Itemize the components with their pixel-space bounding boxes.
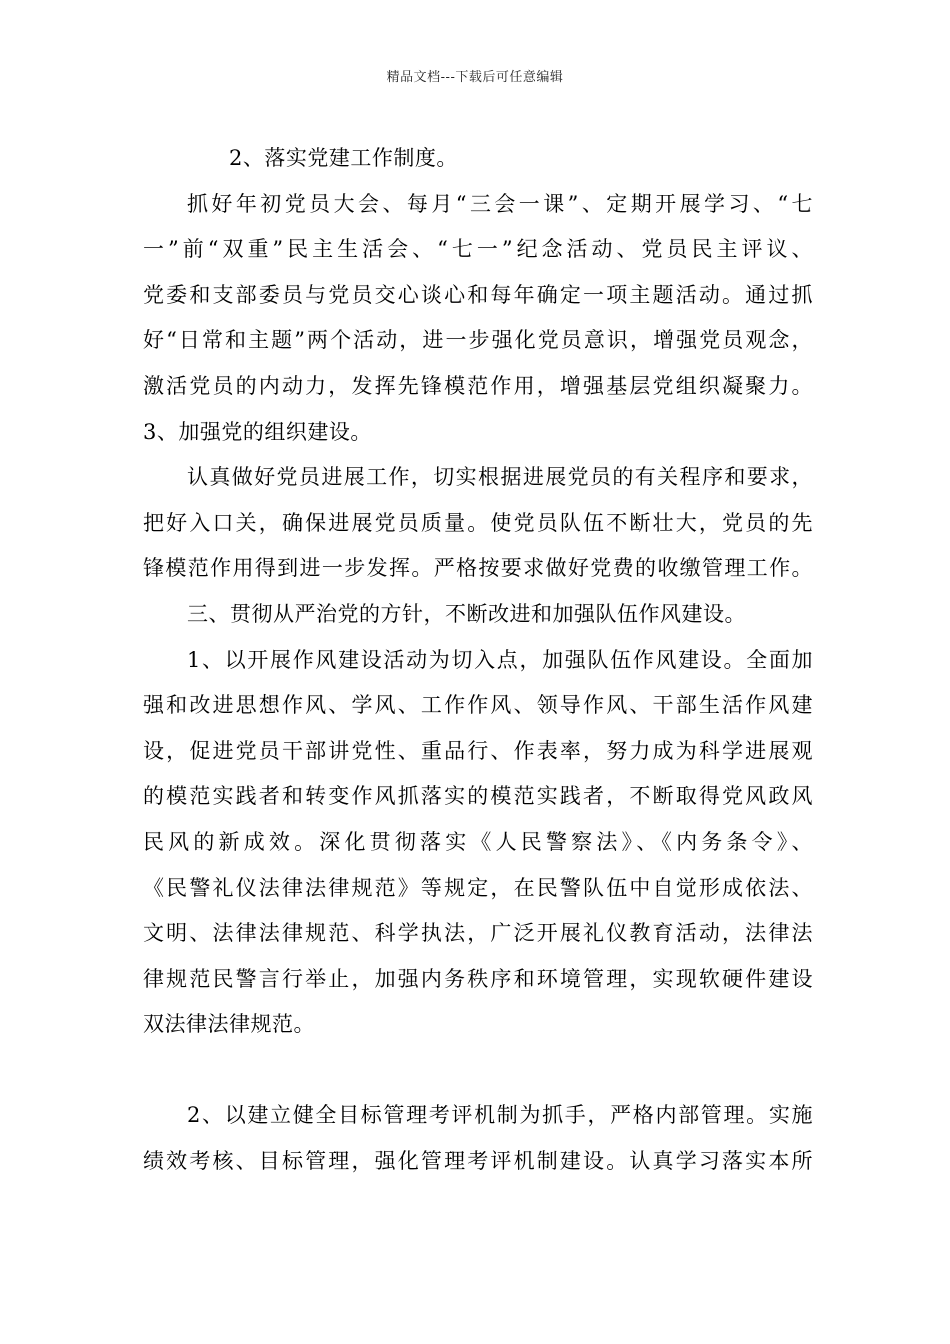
page-header: 精品文档---下载后可任意编辑 bbox=[386, 70, 564, 85]
text-line: 双法律法律规范。 bbox=[143, 1012, 315, 1037]
text-line: 律规范民警言行举止，加强内务秩序和环境管理，实现软硬件建设 bbox=[143, 966, 813, 991]
body-text bbox=[143, 136, 813, 1185]
text-line: 1、以开展作风建设活动为切入点，加强队伍作风建设。全面加 bbox=[187, 647, 813, 672]
text-line: 党委和支部委员与党员交心谈心和每年确定一项主题活动。通过抓 bbox=[143, 282, 813, 307]
text-line: 一”前“双重”民主生活会、“七一”纪念活动、党员民主评议、 bbox=[143, 237, 813, 262]
text-line: 好“日常和主题”两个活动，进一步强化党员意识，增强党员观念， bbox=[143, 328, 813, 353]
text-line bbox=[143, 1048, 813, 1094]
text-line: 2、以建立健全目标管理考评机制为抓手，严格内部管理。实施 bbox=[187, 1103, 813, 1128]
text-line: 设，促进党员干部讲党性、重品行、作表率，努力成为科学进展观 bbox=[143, 738, 813, 763]
text-line: 的模范实践者和转变作风抓落实的模范实践者，不断取得党风政风 bbox=[143, 784, 813, 809]
text-line: 强和改进思想作风、学风、工作作风、领导作风、干部生活作风建 bbox=[143, 693, 813, 718]
text-line: 文明、法律法律规范、科学执法，广泛开展礼仪教育活动，法律法 bbox=[143, 921, 813, 946]
text-line: 3、加强党的组织建设。 bbox=[143, 419, 372, 444]
text-line: 激活党员的内动力，发挥先锋模范作用，增强基层党组织凝聚力。 bbox=[143, 373, 813, 398]
text-line: 《民警礼仪法律法律规范》等规定，在民警队伍中自觉形成依法、 bbox=[143, 875, 813, 900]
text-line: 2、落实党建工作制度。 bbox=[229, 146, 458, 170]
text-line: 认真做好党员进展工作，切实根据进展党员的有关程序和要求， bbox=[187, 465, 813, 490]
text-line: 抓好年初党员大会、每月“三会一课”、定期开展学习、“七 bbox=[187, 191, 813, 216]
text-line: 绩效考核、目标管理，强化管理考评机制建设。认真学习落实本所 bbox=[143, 1149, 813, 1174]
text-line: 锋模范作用得到进一步发挥。严格按要求做好党费的收缴管理工作。 bbox=[143, 556, 813, 581]
text-line: 把好入口关，确保进展党员质量。使党员队伍不断壮大，党员的先 bbox=[143, 510, 813, 535]
text-line: 民风的新成效。深化贯彻落实《人民警察法》、《内务条令》、 bbox=[143, 829, 813, 854]
text-line: 三、贯彻从严治党的方针，不断改进和加强队伍作风建设。 bbox=[187, 601, 746, 626]
